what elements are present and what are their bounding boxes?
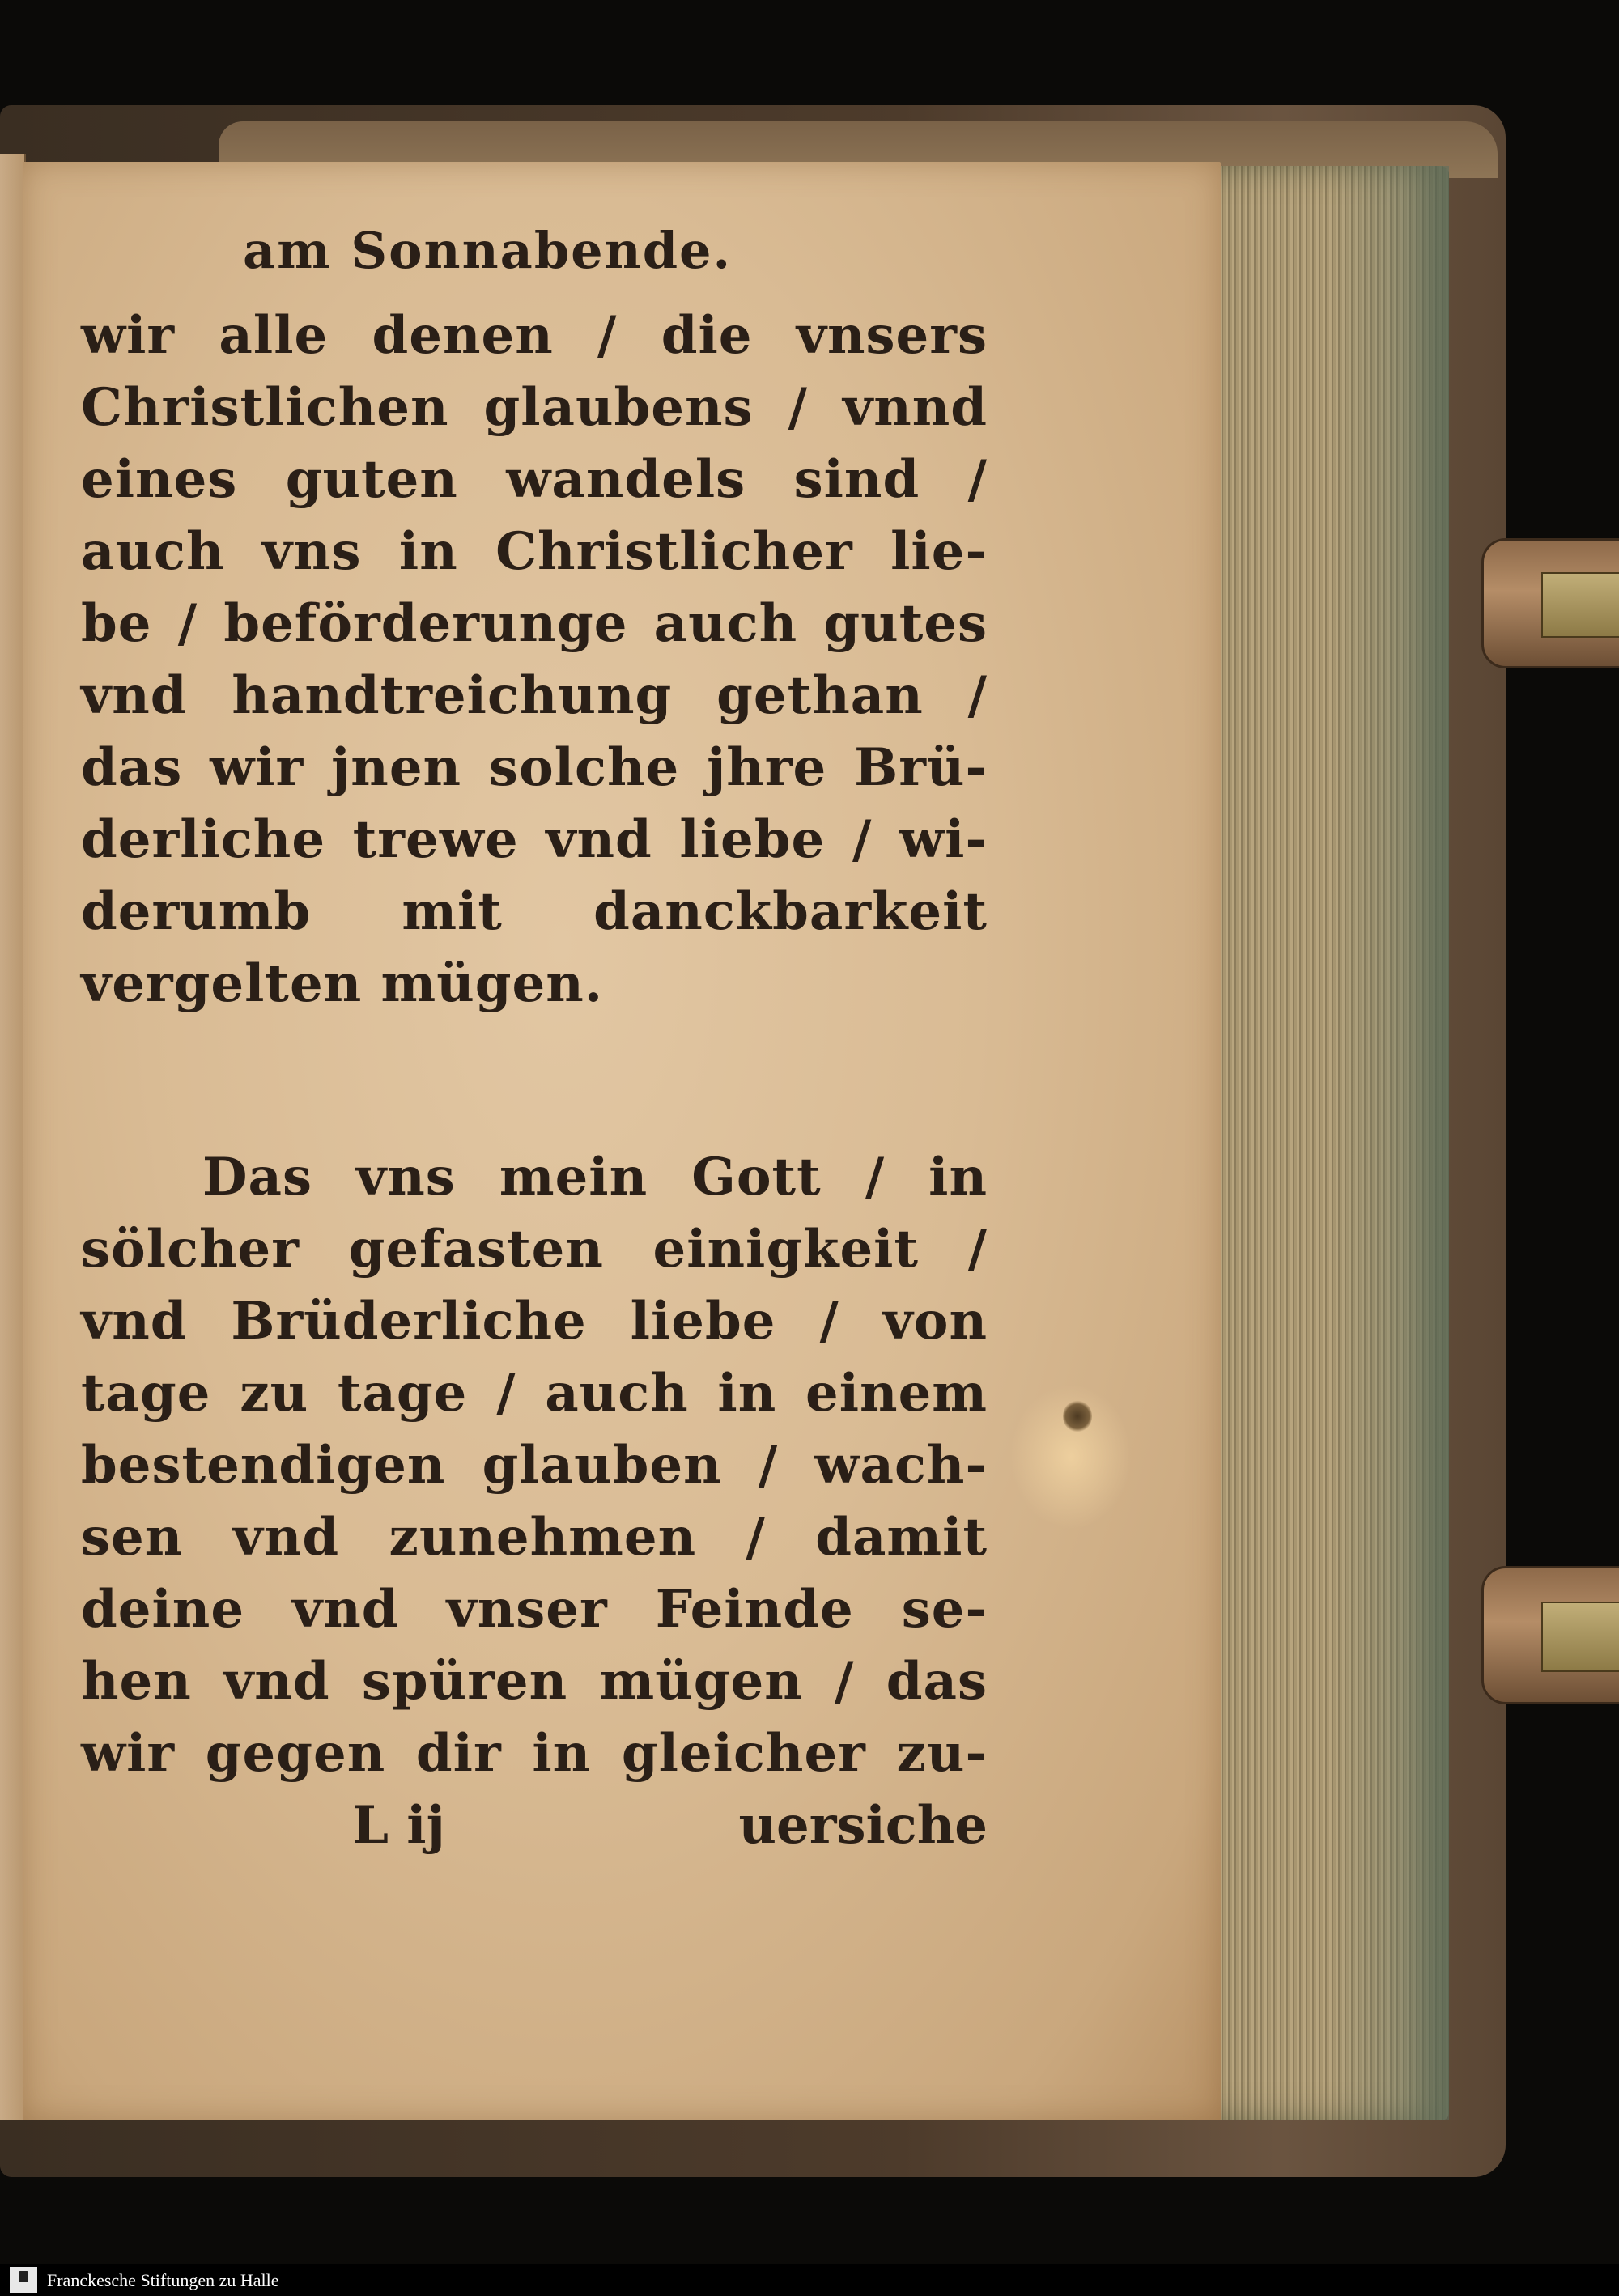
text-line: hen vnd spüren mügen / das — [81, 1651, 988, 1712]
institution-logo-icon — [10, 2267, 37, 2293]
text-line: tage zu tage / auch in einem — [81, 1363, 988, 1424]
signature-mark: L ij — [352, 1795, 445, 1856]
text-line: sölcher gefasten einigkeit / — [81, 1219, 988, 1280]
page-text — [81, 219, 988, 1861]
text-line: wir alle denen / die vnsers — [81, 305, 988, 366]
text-line: Das vns mein Gott / in — [202, 1147, 988, 1207]
text-line: das wir jnen solche jhre Brü- — [81, 737, 988, 798]
catchword: uersiche — [738, 1795, 988, 1856]
text-line: derliche trewe vnd liebe / wi- — [81, 809, 988, 870]
text-line: vnd Brüderliche liebe / von — [81, 1291, 988, 1352]
clasp-lower — [1481, 1566, 1619, 1704]
clasp-metal — [1541, 1602, 1619, 1672]
text-line: bestendigen glauben / wach- — [81, 1435, 988, 1496]
text-line: eines guten wandels sind / — [81, 449, 988, 510]
paragraph-2 — [81, 1141, 988, 1789]
text-line: Christlichen glaubens / vnnd — [81, 377, 988, 438]
clasp-metal — [1541, 572, 1619, 639]
institution-name: Franckesche Stiftungen zu Halle — [47, 2270, 279, 2290]
insect-mark — [1063, 1400, 1092, 1432]
page-block-edge — [1206, 166, 1449, 2120]
running-head: am Sonnabende. — [243, 221, 733, 280]
text-line: sen vnd zunehmen / damit — [81, 1507, 988, 1568]
text-line: deine vnd vnser Feinde se- — [81, 1579, 988, 1640]
paragraph-1 — [81, 299, 988, 1020]
text-line: vnd handtreichung gethan / — [81, 665, 988, 726]
paragraph-gap — [81, 1020, 988, 1141]
clasp-upper — [1481, 538, 1619, 668]
institution-footer — [0, 2264, 1619, 2296]
text-line: auch vns in Christlicher lie- — [81, 521, 988, 582]
text-line: be / beförderunge auch gutes — [81, 593, 988, 654]
text-line: derumb mit danckbarkeit — [81, 881, 988, 942]
text-line: wir gegen dir in gleicher zu- — [81, 1723, 988, 1784]
page-footer-line — [81, 1789, 988, 1861]
text-line: vergelten mügen. — [81, 953, 604, 1014]
